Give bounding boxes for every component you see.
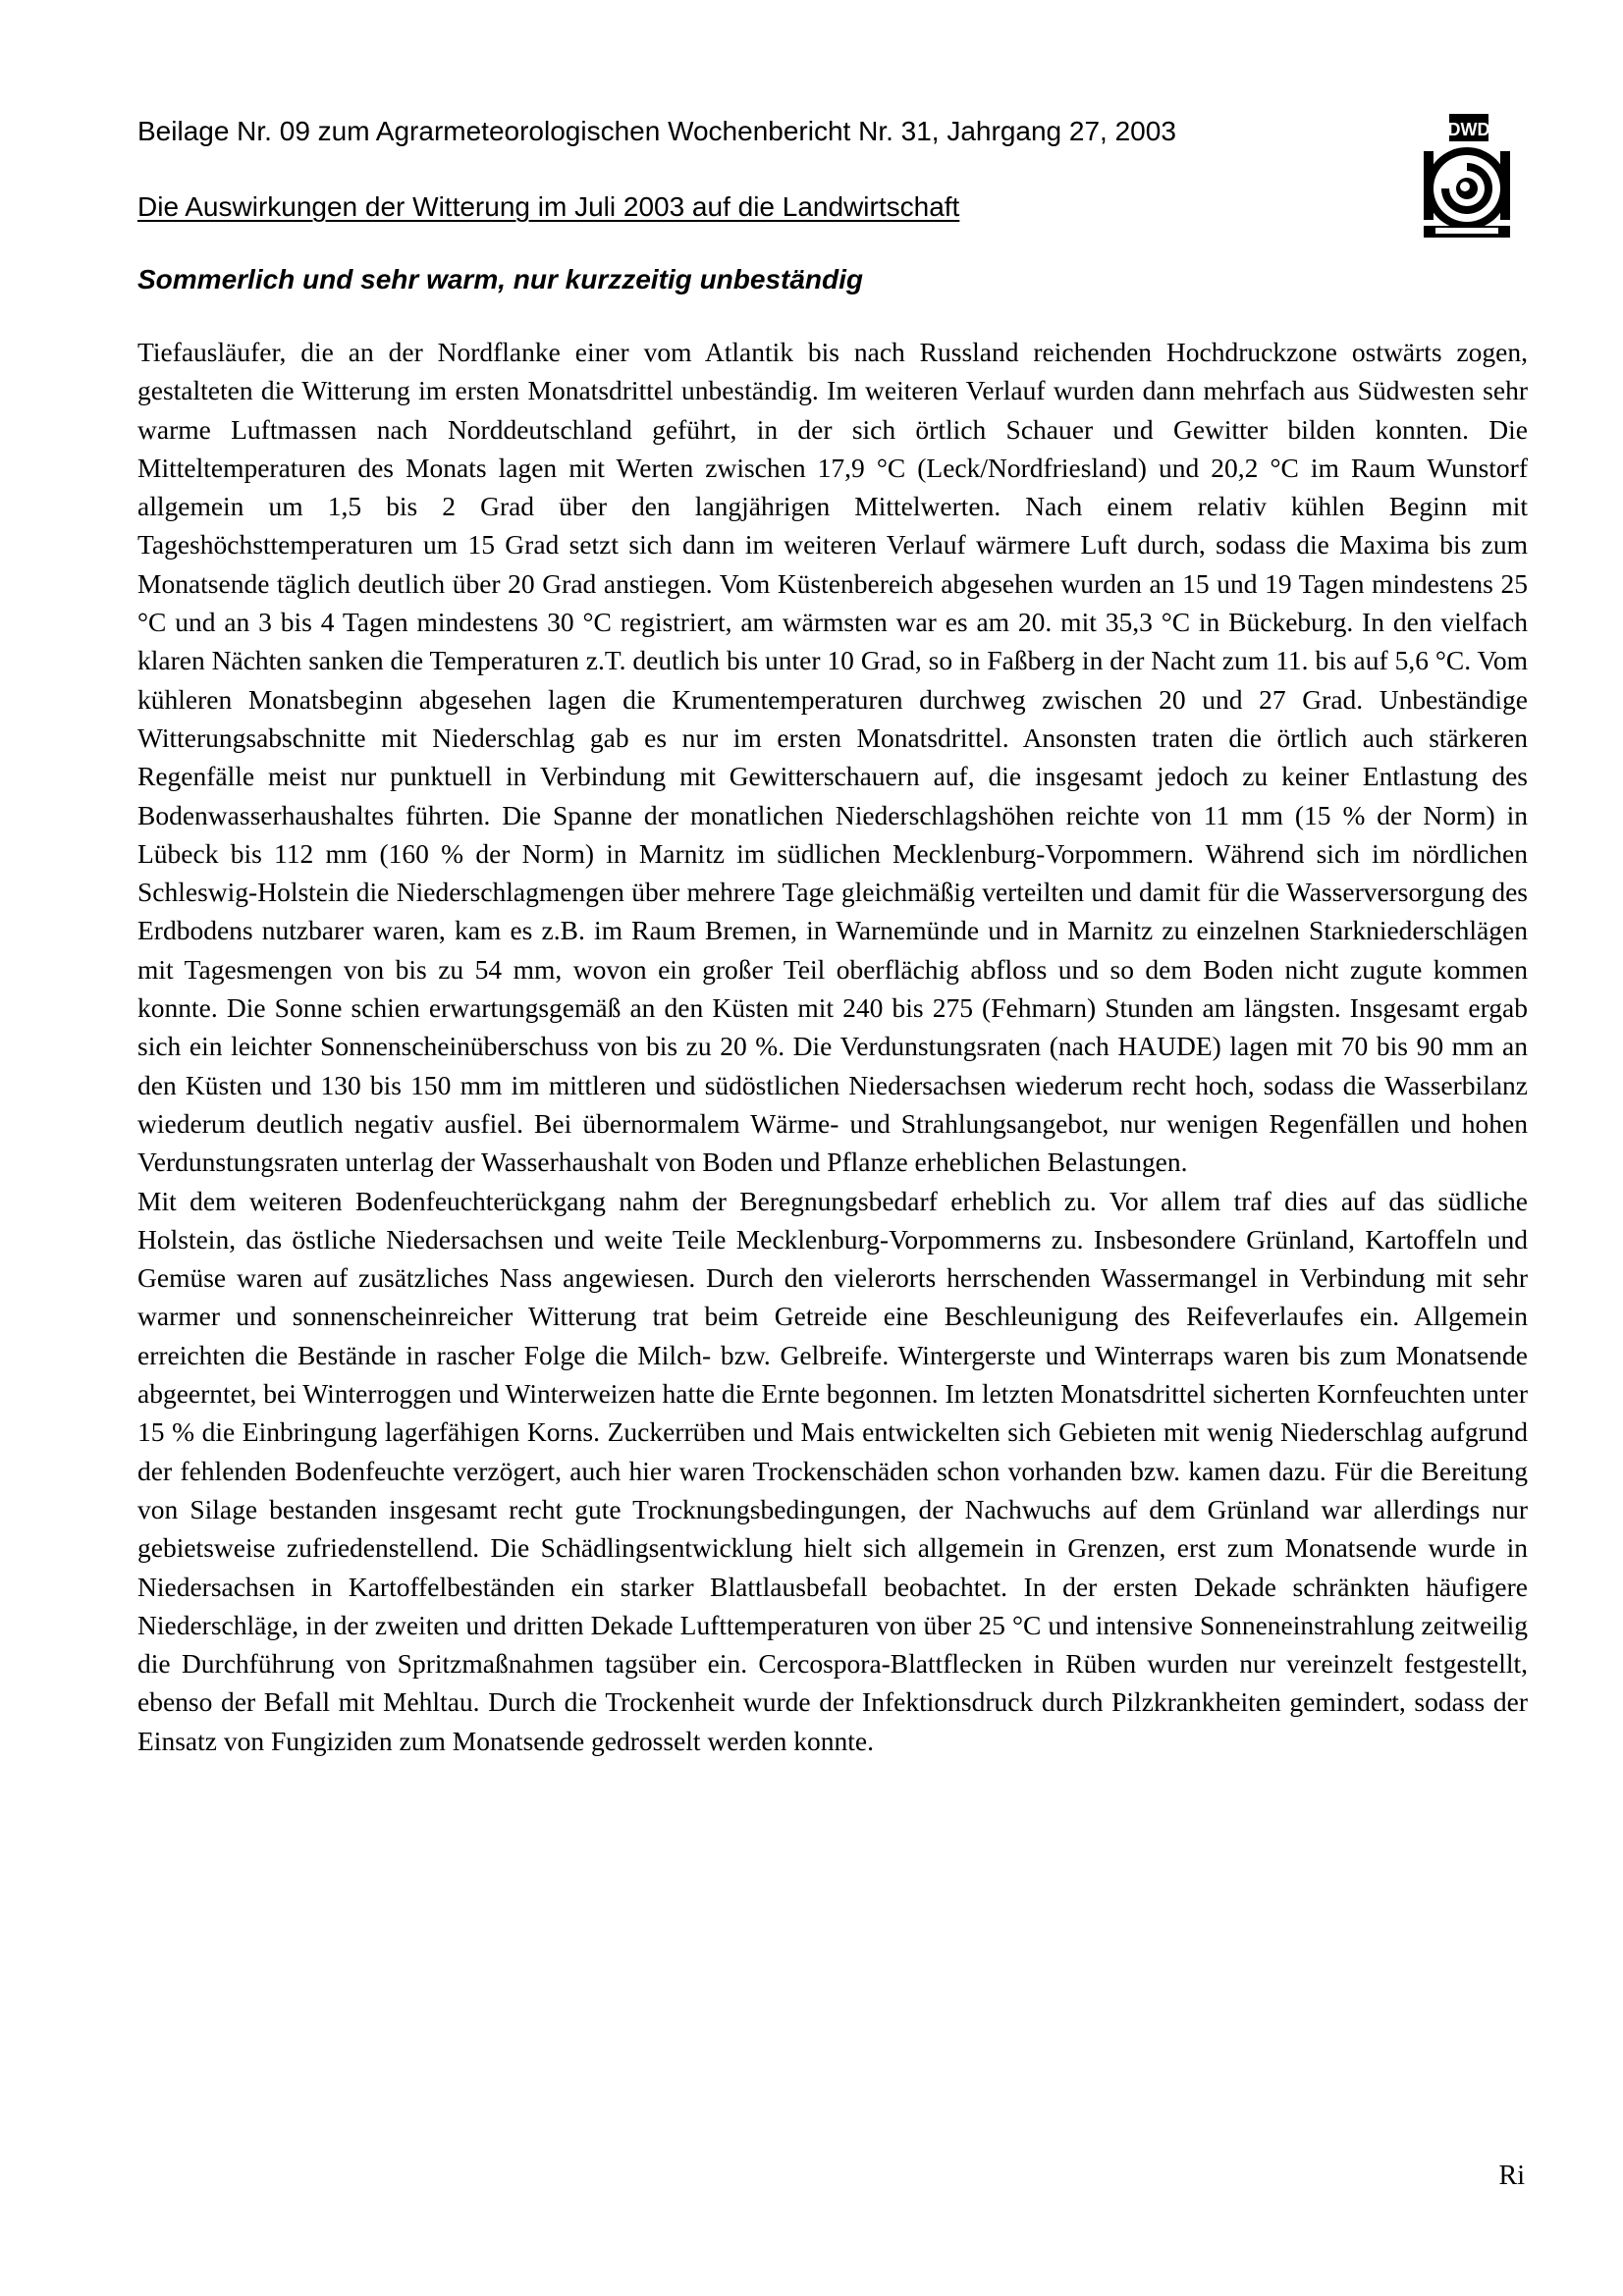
paragraph-weather: Tiefausläufer, die an der Nordflanke einer vom Atlantik bis nach Russland reichenden Hochdruckzone ostwärts zogen, gestalteten die Witterung im ersten Monatsdrittel unbeständig. Im weiteren Verlauf wurden dann mehrfach aus Südwesten sehr warme Luftmassen nach Norddeutschland geführt, in der sich örtlich Schauer und Gewitter bilden konnten. Die Mitteltemperaturen des Monats lagen mit Werten zwischen 17,9 °C (Leck/Nordfriesland) und 20,2 °C im Raum Wunstorf allgemein um 1,5 bis 2 Grad über den langjährigen Mittelwerten. Nach einem relativ kühlen Beginn mit Tageshöchsttemperaturen um 15 Grad setzt sich dann im weiteren Verlauf wärmere Luft durch, sodass die Maxima bis zum Monatsende täglich deutlich über 20 Grad anstiegen. Vom Küstenbereich abgesehen wurden an 15 und 19 Tagen mindestens 25 °C und an 3 bis 4 Tagen mindestens 30 °C registriert, am wärmsten war es am 20. mit 35,3 °C in Bückeburg. In den vielfach klaren Nächten sanken die Temperaturen z.T. deutlich bis unter 10 Grad, so in Faßberg in der Nacht zum 11. bis auf 5,6 °C. Vom kühleren Monatsbeginn abgesehen lagen die Krumentemperaturen durchweg zwischen 20 und 27 Grad. Unbeständige Witterungsabschnitte mit Niederschlag gab es nur im ersten Monatsdrittel. Ansonsten traten die örtlich auch stärkeren Regenfälle meist nur punktuell in Verbindung mit Gewitterschauern auf, die insgesamt jedoch zu keiner Entlastung des Bodenwasserhaushaltes führten. Die Spanne der monatlichen Niederschlagshöhen reichte von 11 mm (15 % der Norm) in Lübeck bis 112 mm (160 % der Norm) in Marnitz im südlichen Mecklenburg-Vorpommern. Während sich im nördlichen Schleswig-Holstein die Niederschlagmengen über mehrere Tage gleichmäßig verteilten und damit für die Wasserversorgung des Erdbodens nutzbarer waren, kam es z.B. im Raum Bremen, in Warnemünde und in Marnitz zu einzelnen Starkniederschlägen mit Tagesmengen von bis zu 54 mm, wovon ein großer Teil oberflächig abfloss und so dem Boden nicht zugute kommen konnte. Die Sonne schien erwartungsgemäß an den Küsten mit 240 bis 275 (Fehmarn) Stunden am längsten. Insgesamt ergab sich ein leichter Sonnenscheinüberschuss von bis zu 20 %. Die Verdunstungsraten (nach HAUDE) lagen mit 70 bis 90 mm an den Küsten und 130 bis 150 mm im mittleren und südöstlichen Niedersachsen wiederum recht hoch, sodass die Wasserbilanz wiederum deutlich negativ ausfiel. Bei übernormalem Wärme- und Strahlungsangebot, nur wenigen Regenfällen und hohen Verdunstungsraten unterlag der Wasserhaushalt von Boden und Pflanze erheblichen Belastungen. [137,337,1528,1178]
document-subtitle: Sommerlich und sehr warm, nur kurzzeitig unbeständig [137,264,864,294]
report-body [137,333,1528,1760]
author-initials: Ri [1498,2161,1525,2191]
supplement-line: Beilage Nr. 09 zum Agrarmeteorologischen Wochenbericht Nr. 31, Jahrgang 27, 2003 [137,116,1176,146]
dwd-spiral-logo-icon [1422,112,1512,241]
document-title: Die Auswirkungen der Witterung im Juli 2003 auf die Landwirtschaft [137,191,960,222]
paragraph-agriculture: Mit dem weiteren Bodenfeuchterückgang nahm der Beregnungsbedarf erheblich zu. Vor allem traf dies auf das südliche Holstein, das östliche Niedersachsen und weite Teile Mecklenburg-Vorpommerns zu. Insbesondere Grünland, Kartoffeln und Gemüse waren auf zusätzliches Nass angewiesen. Durch den vielerorts herrschenden Wassermangel in Verbindung mit sehr warmer und sonnenscheinreicher Witterung trat beim Getreide eine Beschleunigung des Reifeverlaufes ein. Allgemein erreichten die Bestände in rascher Folge die Milch- bzw. Gelbreife. Wintergerste und Winterraps waren bis zum Monatsende abgeerntet, bei Winterroggen und Winterweizen hatte die Ernte begonnen. Im letzten Monatsdrittel sicherten Kornfeuchten unter 15 % die Einbringung lagerfähigen Korns. Zuckerrüben und Mais entwickelten sich Gebieten mit wenig Niederschlag aufgrund der fehlenden Bodenfeuchte verzögert, auch hier waren Trockenschäden schon vorhanden bzw. kamen dazu. Für die Bereitung von Silage bestanden insgesamt recht gute Trocknungsbedingungen, der Nachwuchs auf dem Grünland war allerdings nur gebietsweise zufriedenstellend. Die Schädlingsentwicklung hielt sich allgemein in Grenzen, erst zum Monatsende wurde in Niedersachsen in Kartoffelbeständen ein starker Blattlausbefall beobachtet. In der ersten Dekade schränkten häufigere Niederschläge, in der zweiten und dritten Dekade Lufttemperaturen von über 25 °C und intensive Sonneneinstrahlung zeitweilig die Durchführung von Spritzmaßnahmen tagsüber ein. Cercospora-Blattflecken in Rüben wurden nur vereinzelt festgestellt, ebenso der Befall mit Mehltau. Durch die Trockenheit wurde der Infektionsdruck durch Pilzkrankheiten gemindert, sodass der Einsatz von Fungiziden zum Monatsende gedrosselt werden konnte. [137,1185,1528,1756]
dwd-logo-text: DWD [1447,120,1490,139]
dwd-logo [1422,112,1512,241]
